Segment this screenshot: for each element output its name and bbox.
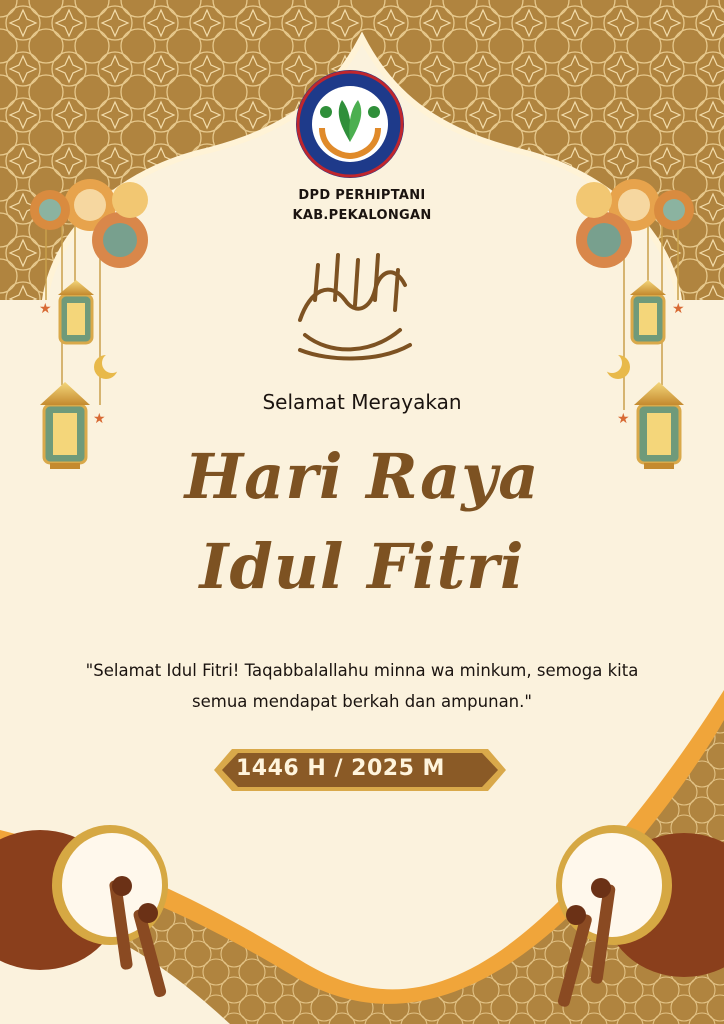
organization-name-line2: KAB.PEKALONGAN [292,208,432,223]
headline-line1: Hari Raya [184,440,540,513]
year-label: 1446 H / 2025 M [236,756,445,781]
greeting-text: Selamat Merayakan [262,390,462,414]
greeting-message-line1: "Selamat Idul Fitri! Taqabbalallahu minna wa minkum, semoga kita [85,661,639,680]
greeting-message-line2: semua mendapat berkah dan ampunan." [192,692,532,711]
greeting-message [60,655,664,717]
svg-text:★: ★ [93,411,106,427]
svg-text:★: ★ [39,301,52,317]
organization-name-line1: DPD PERHIPTANI [298,188,426,203]
headline-line2: Idul Fitri [199,530,525,603]
svg-text:★: ★ [672,301,685,317]
organization-logo [296,70,404,178]
svg-text:★: ★ [617,411,630,427]
